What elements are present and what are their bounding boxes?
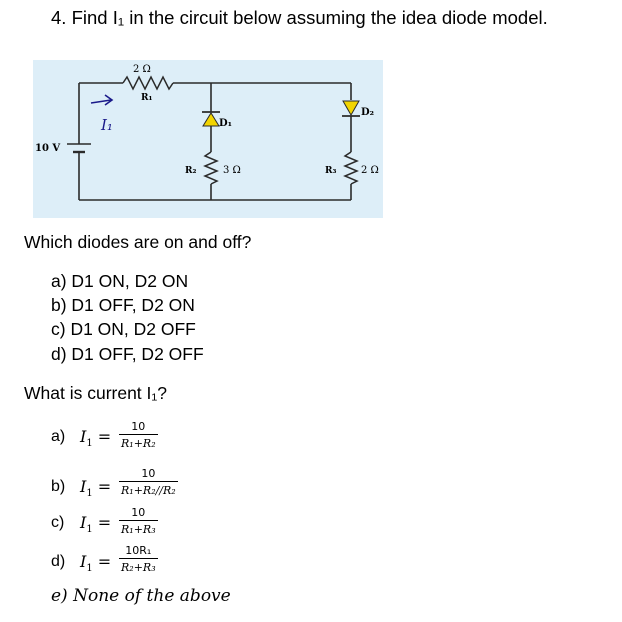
source-label: 10 V — [35, 143, 61, 154]
part2-option-b-letter: b) — [51, 478, 66, 495]
part2-option-a-fraction — [119, 420, 158, 450]
fraction-denominator: R₂+R₃ — [119, 558, 158, 574]
part2-prompt: What is current I₁? — [24, 383, 168, 403]
part2-option-a-lhs: $I_1$ = — [80, 427, 112, 450]
r3-value: 2 Ω — [361, 165, 379, 176]
part2-option-e: e) None of the above — [51, 586, 231, 606]
r3-label: R₃ — [325, 166, 337, 176]
part2-option-d-letter: d) — [51, 553, 66, 570]
part2-option-a-letter: a) — [51, 428, 66, 445]
part2-option-b-lhs: $I_1$ = — [80, 477, 112, 500]
fraction-numerator: 10 — [131, 506, 146, 519]
part1-option-a: a) D1 ON, D2 ON — [51, 271, 189, 291]
part2-option-c-lhs: $I_1$ = — [80, 513, 112, 536]
circuit-diagram — [33, 60, 383, 218]
fraction-denominator: R₁+R₂//R₂ — [119, 481, 178, 497]
r1-label: R₁ — [141, 93, 153, 103]
d1-label: D₁ — [219, 118, 233, 129]
r2-value: 3 Ω — [223, 165, 241, 176]
part2-option-d-fraction — [119, 544, 158, 574]
fraction-denominator: R₁+R₂ — [119, 434, 158, 450]
r1-value: 2 Ω — [133, 64, 151, 75]
fraction-numerator: 10R₁ — [125, 544, 152, 557]
part1-prompt: Which diodes are on and off? — [24, 232, 252, 252]
fraction-numerator: 10 — [131, 420, 146, 433]
part2-option-d-lhs: $I_1$ = — [80, 552, 112, 575]
fraction-denominator: R₁+R₃ — [119, 520, 158, 536]
part1-option-c: c) D1 ON, D2 OFF — [51, 319, 196, 339]
question-title: 4. Find I₁ in the circuit below assuming the idea diode model. — [51, 7, 548, 28]
part2-option-b-fraction — [119, 467, 178, 497]
part2-option-c-fraction — [119, 506, 158, 536]
part2-option-c-letter: c) — [51, 514, 65, 531]
fraction-numerator: 10 — [141, 467, 156, 480]
part1-option-d: d) D1 OFF, D2 OFF — [51, 344, 204, 364]
part1-option-b: b) D1 OFF, D2 ON — [51, 295, 195, 315]
current-annotation: I₁ — [101, 116, 113, 134]
d2-label: D₂ — [361, 107, 375, 118]
r2-label: R₂ — [185, 166, 197, 176]
